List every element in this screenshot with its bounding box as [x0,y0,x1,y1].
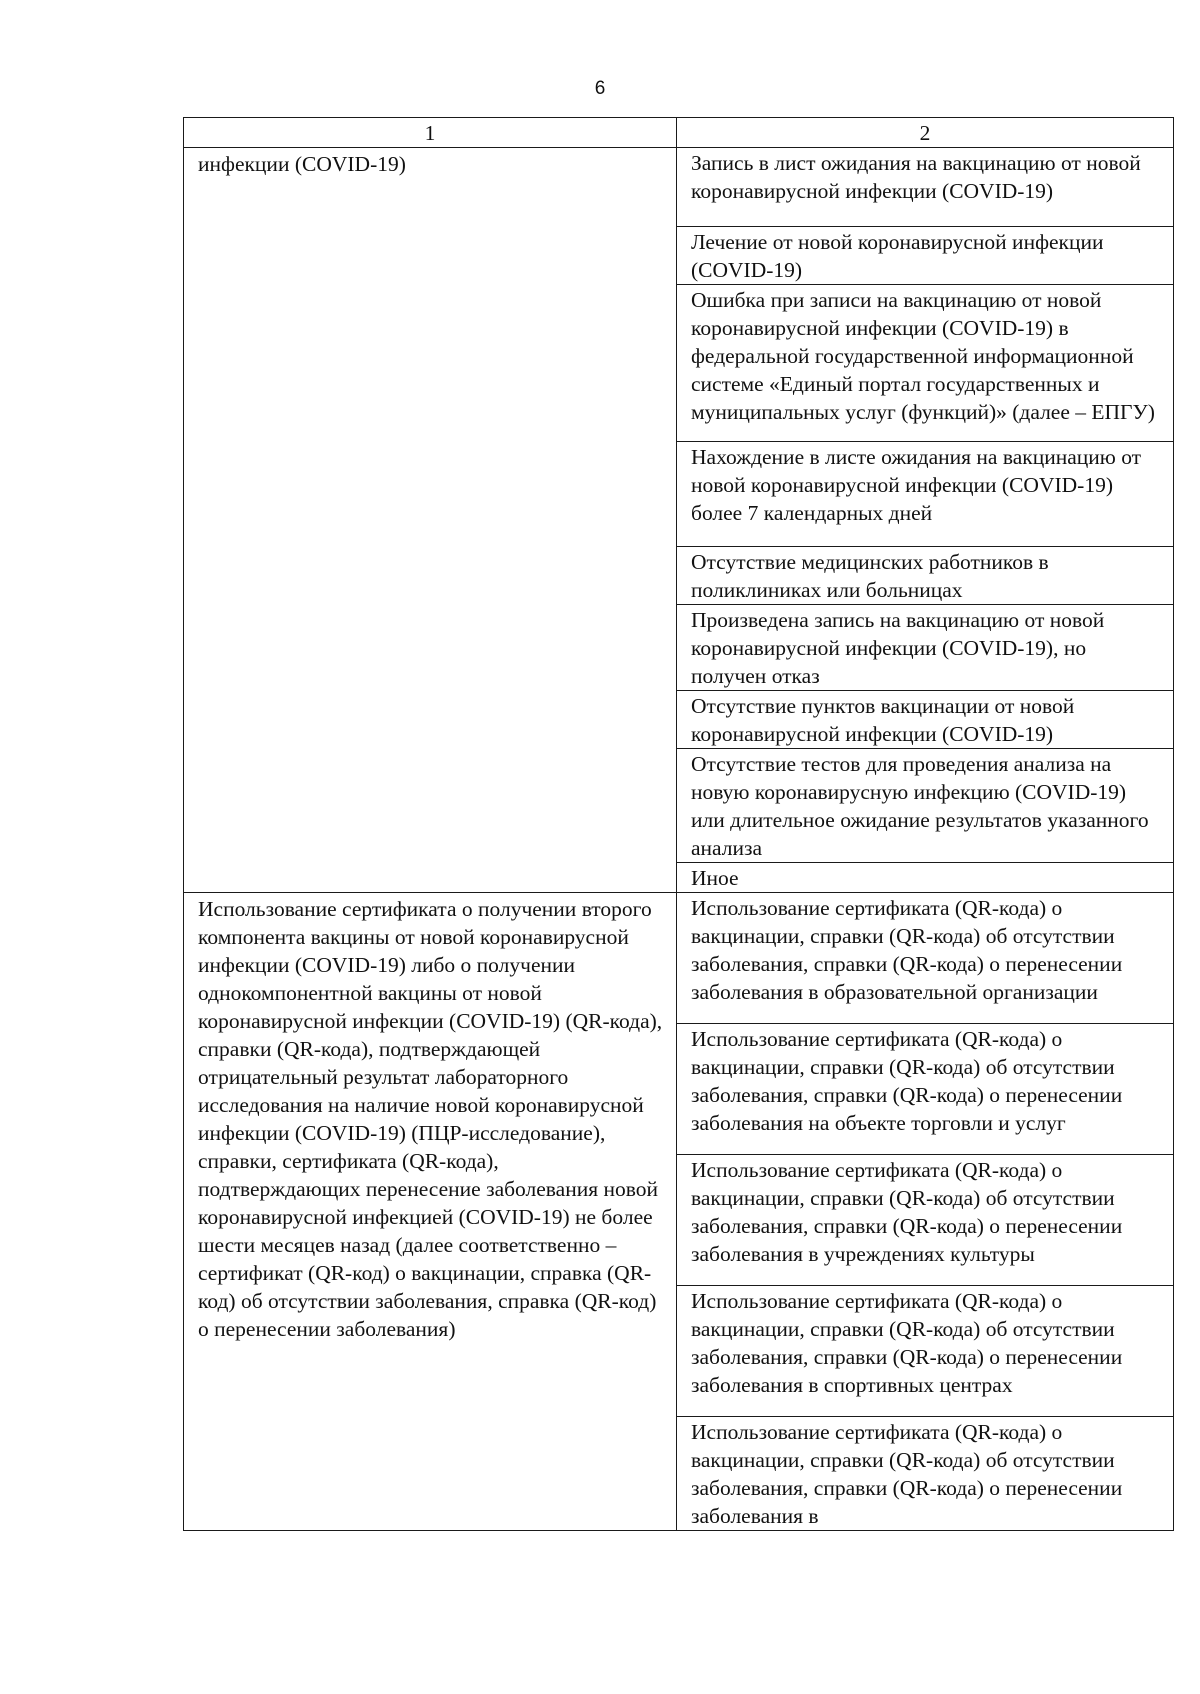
subcategory-cell [677,547,1174,605]
table-header-row [184,118,1174,148]
subcategory-text: Использование сертификата (QR-кода) о вакцинации, справки (QR-кода) об отсутствии заболевания, справки (QR-кода) о перенесении заболевания в образовательной организации [691,896,1123,1004]
subcategory-cell [677,1286,1174,1417]
subcategory-text: Использование сертификата (QR-кода) о вакцинации, справки (QR-кода) об отсутствии заболевания, справки (QR-кода) о перенесении заболевания в [691,1420,1123,1528]
table-row [184,893,1174,1024]
subcategory-text: Ошибка при записи на вакцинацию от новой коронавирусной инфекции (COVID-19) в федеральной государственной информационной системе «Единый портал государственных и муниципальных услуг (функций)» (далее – ЕПГУ) [691,288,1155,424]
subcategory-cell [677,749,1174,863]
subcategory-text: Иное [691,866,739,890]
subcategory-text: Отсутствие пунктов вакцинации от новой коронавирусной инфекции (COVID-19) [691,694,1075,746]
subcategory-text: Нахождение в листе ожидания на вакцинацию от новой коронавирусной инфекции (COVID-19) более 7 календарных дней [691,445,1142,525]
subcategory-cell [677,442,1174,547]
subcategory-cell [677,1024,1174,1155]
category-text: Использование сертификата о получении второго компонента вакцины от новой коронавирусной инфекции (COVID-19) либо о получении однокомпонентной вакцины от новой коронавирусной инфекции (COVID-19) (QR-кода), справки (QR-кода), подтверждающей отрицательный результат лабораторного исследования на наличие новой коронавирусной инфекции (COVID-19) (ПЦР-исследование), справки, сертификата (QR-кода), подтверждающих перенесение заболевания новой коронавирусной инфекцией (COVID-19) не более шести месяцев назад (далее соответственно – сертификат (QR-код) о вакцинации, справка (QR-код) об отсутствии заболевания, справка (QR-код) о перенесении заболевания) [198,897,663,1341]
column-header-1: 1 [184,118,677,148]
classification-table [183,117,1174,1531]
category-cell [184,148,677,893]
column-header-2: 2 [677,118,1174,148]
subcategory-text: Использование сертификата (QR-кода) о вакцинации, справки (QR-кода) об отсутствии заболевания, справки (QR-кода) о перенесении заболевания в спортивных центрах [691,1289,1123,1397]
subcategory-text: Использование сертификата (QR-кода) о вакцинации, справки (QR-кода) об отсутствии заболевания, справки (QR-кода) о перенесении заболевания в учреждениях культуры [691,1158,1123,1266]
subcategory-text: Использование сертификата (QR-кода) о вакцинации, справки (QR-кода) об отсутствии заболевания, справки (QR-кода) о перенесении заболевания на объекте торговли и услуг [691,1027,1123,1135]
subcategory-cell [677,691,1174,749]
subcategory-cell [677,148,1174,227]
subcategory-cell [677,227,1174,285]
category-text: инфекции (COVID-19) [198,152,406,176]
table-row [184,148,1174,227]
subcategory-cell [677,863,1174,893]
subcategory-text: Лечение от новой коронавирусной инфекции (COVID-19) [691,230,1104,282]
subcategory-cell [677,285,1174,442]
subcategory-cell [677,1155,1174,1286]
page-number: 6 [594,78,606,99]
subcategory-text: Отсутствие тестов для проведения анализа на новую коронавирусную инфекцию (COVID-19) или длительное ожидание результатов указанного анализа [691,752,1149,860]
subcategory-text: Отсутствие медицинских работников в поликлиниках или больницах [691,550,1049,602]
subcategory-cell [677,1417,1174,1531]
subcategory-text: Произведена запись на вакцинацию от новой коронавирусной инфекции (COVID-19), но получен отказ [691,608,1105,688]
subcategory-cell [677,605,1174,691]
subcategory-text: Запись в лист ожидания на вакцинацию от новой коронавирусной инфекции (COVID-19) [691,151,1141,203]
category-cell [184,893,677,1531]
subcategory-cell [677,893,1174,1024]
